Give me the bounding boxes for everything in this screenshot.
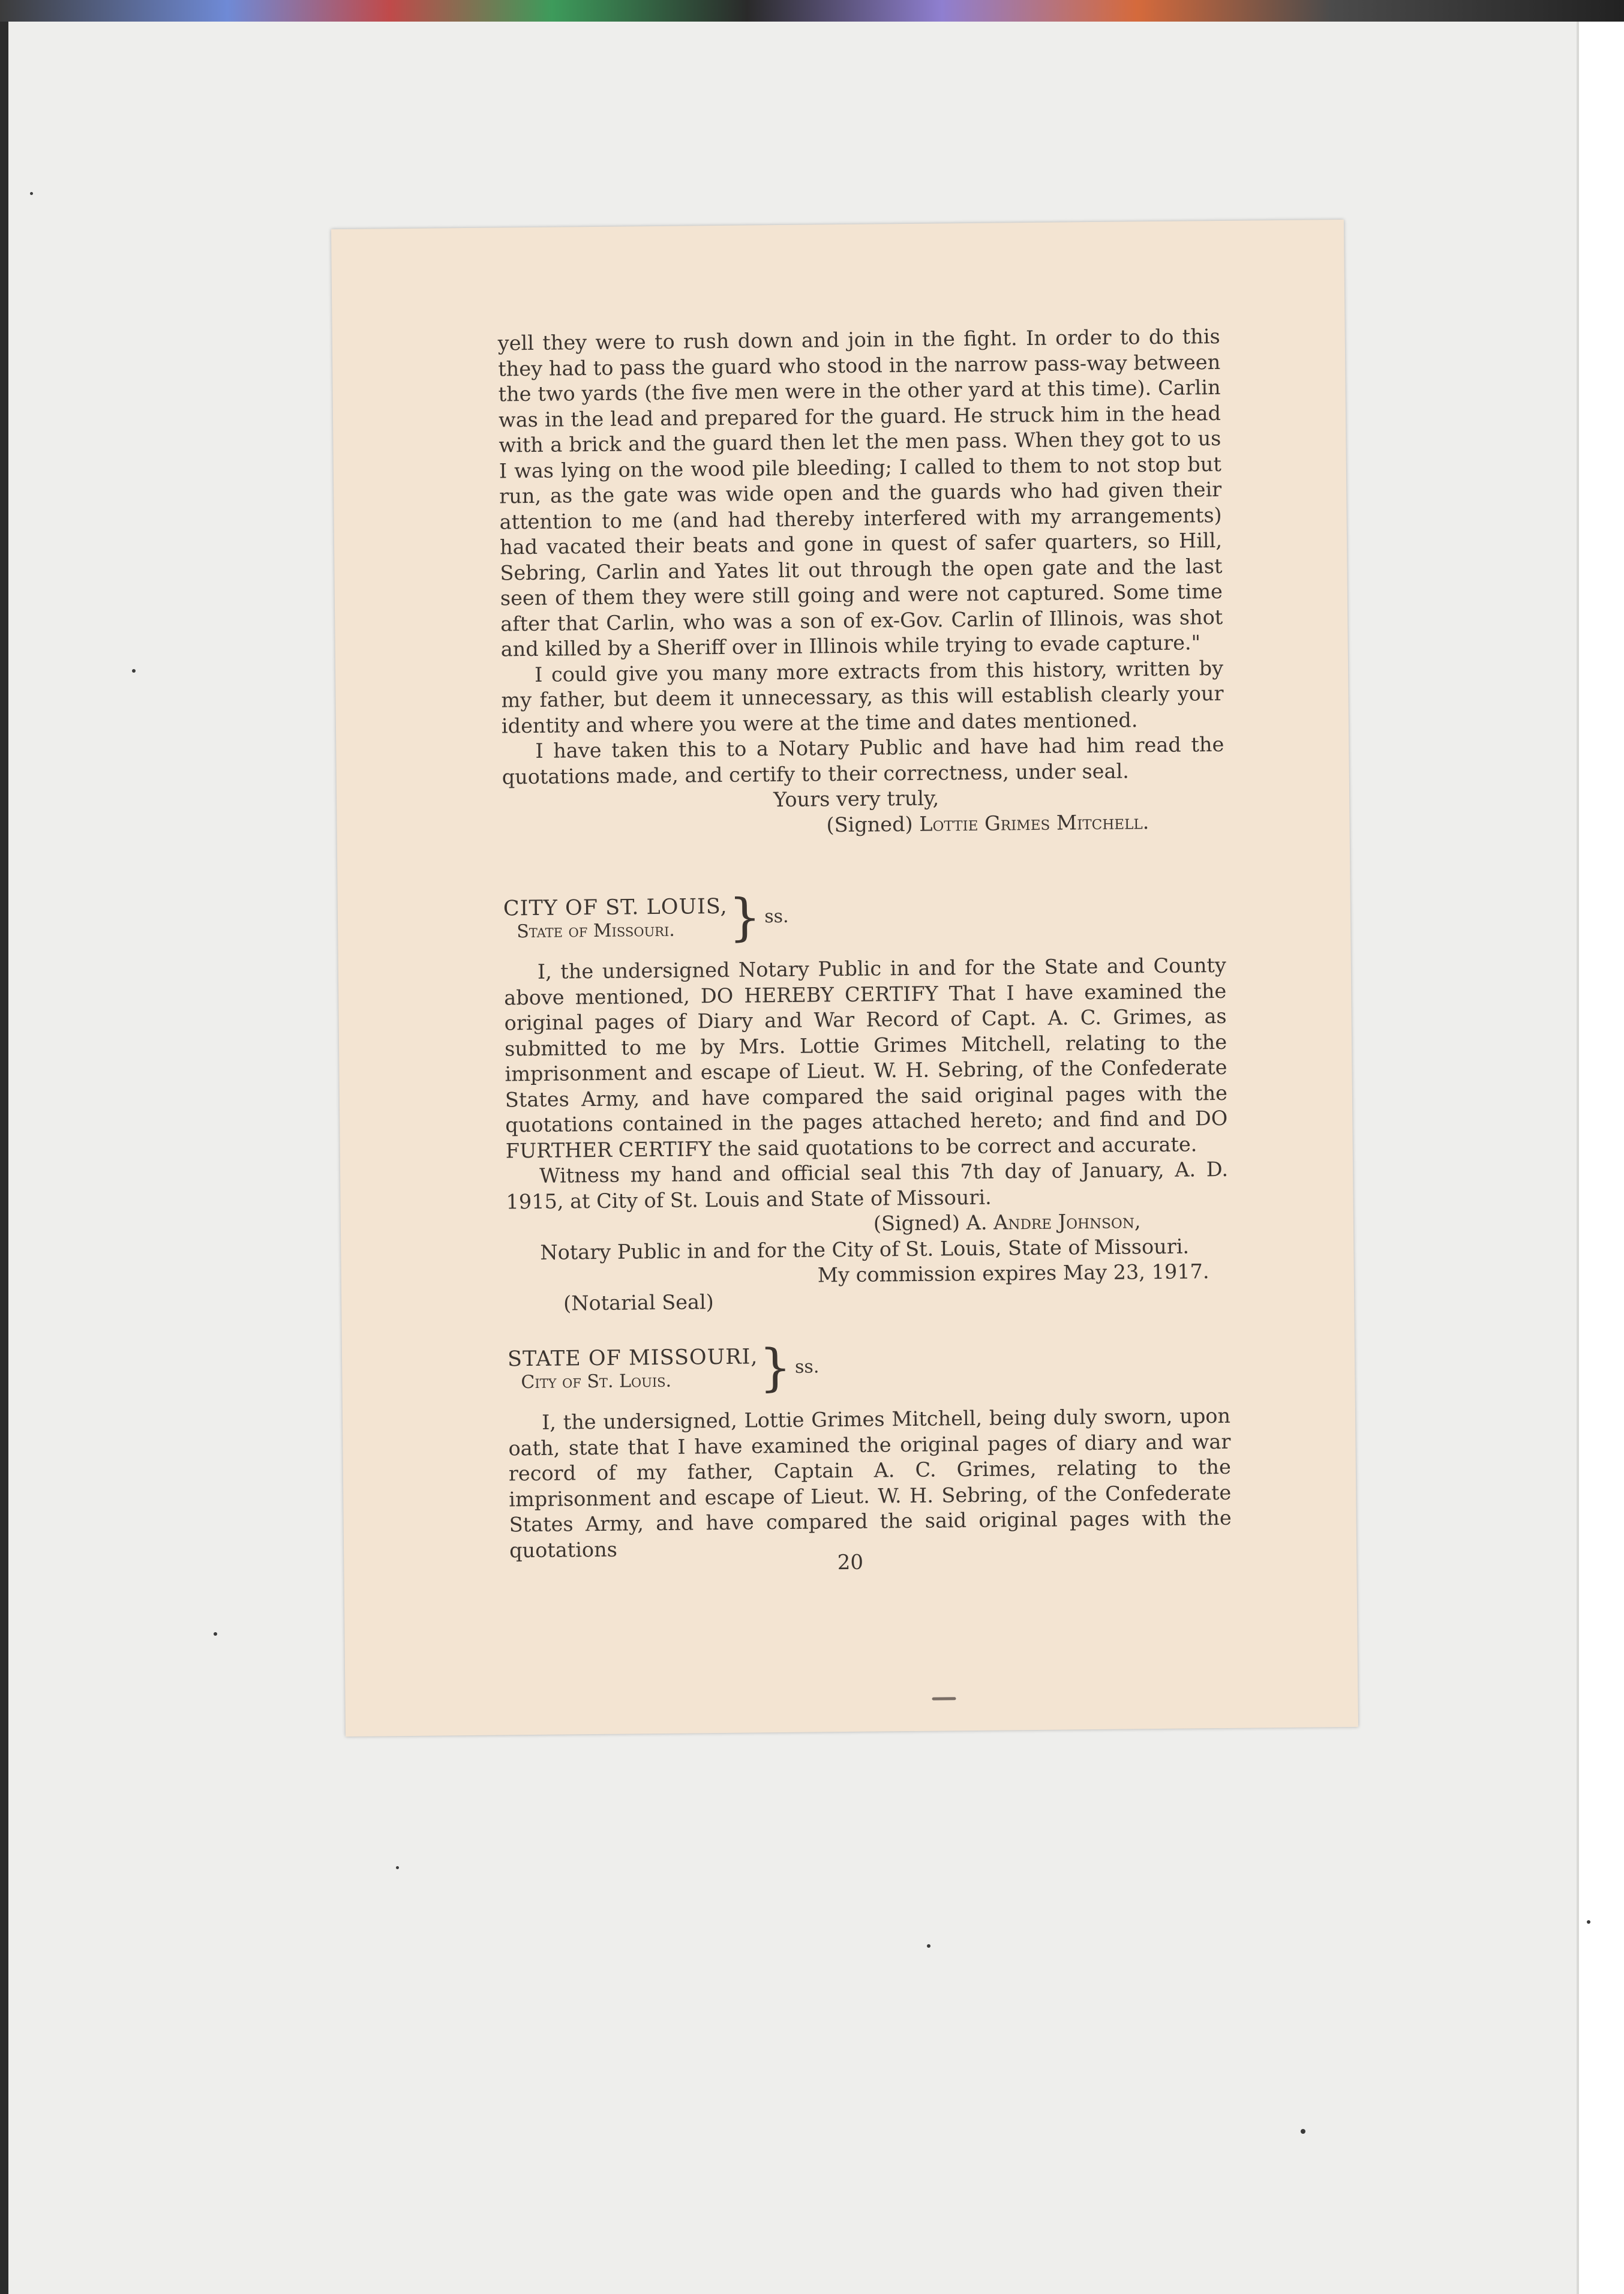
- closing-salutation: Yours very truly,: [773, 786, 939, 812]
- notary-certificate: I, the undersigned Notary Public in and for the State and County above mentioned, DO HEREBY CERTIFY That I have examined the original pages of Diary and War Record of Capt. A. C. Grimes, as submitted to me by Mrs. Lottie Grimes Mitchell, relating to the imprisonment and escape of Lieut. W. H. Sebring, of the Confederate States Army, and have compared the said original pages with the quotations contained in the pages attached hereto; and find and DO FURTHER CERTIFY the said quotations to be correct and accurate.: [504, 953, 1228, 1162]
- signer-name: Lottie Grimes Mitchell.: [919, 809, 1149, 836]
- signed-prefix: (Signed): [826, 812, 913, 836]
- paragraph-escape-account: yell they were to rush down and join in the fight. In order to do this they had to pass the guard who stood in the narrow pass-way between the two yards (the five men were in the other yard at this time). Carlin was in the lead and prepared for the guard. He struck him in the head with a brick and the guard then let the men pass. When they got to us I was lying on the wood pile bleeding; I called to them to not stop but run, as the gate was wide open and the guards who had given their attention to me (and had thereby interfered with my arrangements) had vacated their beats and gone in quest of safer quarters, so Hill, Sebring, Carlin and Yates lit out through the open gate and the last seen of them they were still going and were not captured. Some time after that Carlin, who was a son of ex-Gov. Carlin of Illinois, was shot and killed by a Sheriff over in Illinois while trying to evade capture.": [497, 324, 1223, 661]
- affidavit-paragraph: I, the undersigned, Lottie Grimes Mitchell, being duly sworn, upon oath, state that I have examined the original pages of diary and war record of my father, Captain A. C. Grimes, relating to the imprisonment and escape of Lieut. W. H. Sebring, of the Confederate States Army, and have compared the said original pages with the quotations: [508, 1404, 1232, 1562]
- brace-glyph: }: [759, 1338, 792, 1398]
- notary-signature-block: [506, 1208, 1229, 1291]
- venue-city-subline: City of St. Louis.: [521, 1370, 672, 1393]
- dust-speck: [132, 669, 136, 673]
- notary-name: Andre Johnson,: [993, 1209, 1141, 1234]
- paragraph-notary-mention: I have taken this to a Notary Public and have had him read the quotations made, and certify to their correctness, under seal.: [502, 732, 1224, 788]
- scanner-color-strip: [0, 0, 1624, 22]
- notary-commission: My commission expires May 23, 1917.: [817, 1260, 1209, 1287]
- venue-heading-city: [503, 886, 1226, 947]
- dust-speck: [30, 192, 33, 195]
- venue-state-title: STATE OF MISSOURI,: [507, 1345, 758, 1372]
- page-body: [498, 324, 1232, 1563]
- dust-speck: [927, 1944, 930, 1948]
- dust-speck: [1301, 2129, 1305, 2134]
- notarial-seal-label: (Notarial Seal): [563, 1290, 714, 1315]
- venue-city-line: CITY OF ST. LOUIS,: [503, 894, 728, 921]
- dust-speck: [1587, 1920, 1590, 1924]
- dust-speck: [396, 1866, 399, 1869]
- paper-mark: [932, 1697, 956, 1700]
- page-number: 20: [837, 1550, 864, 1575]
- witness-statement: Witness my hand and official seal this 7th day of January, A. D. 1915, at City of St. Louis and State of Missouri.: [506, 1157, 1229, 1213]
- letter-closing: [502, 783, 1225, 841]
- venue-ss: ss.: [764, 905, 789, 928]
- venue-state-line: State of Missouri.: [517, 919, 675, 943]
- venue-heading-state: [508, 1336, 1230, 1398]
- venue-ss: ss.: [794, 1356, 819, 1378]
- document-page: [331, 220, 1358, 1737]
- dust-speck: [214, 1632, 217, 1636]
- scanner-left-edge: [0, 22, 8, 2294]
- notary-signed-prefix: (Signed) A.: [873, 1210, 987, 1236]
- brace-glyph: }: [728, 887, 761, 947]
- notary-title: Notary Public in and for the City of St. Louis, State of Missouri.: [540, 1234, 1190, 1264]
- paragraph-extracts: I could give you many more extracts from this history, written by my father, but deem it unnecessary, as this will establish clearly your identity and where you were at the time and dates mentioned.: [501, 656, 1224, 737]
- scanner-right-margin: [1577, 22, 1624, 2294]
